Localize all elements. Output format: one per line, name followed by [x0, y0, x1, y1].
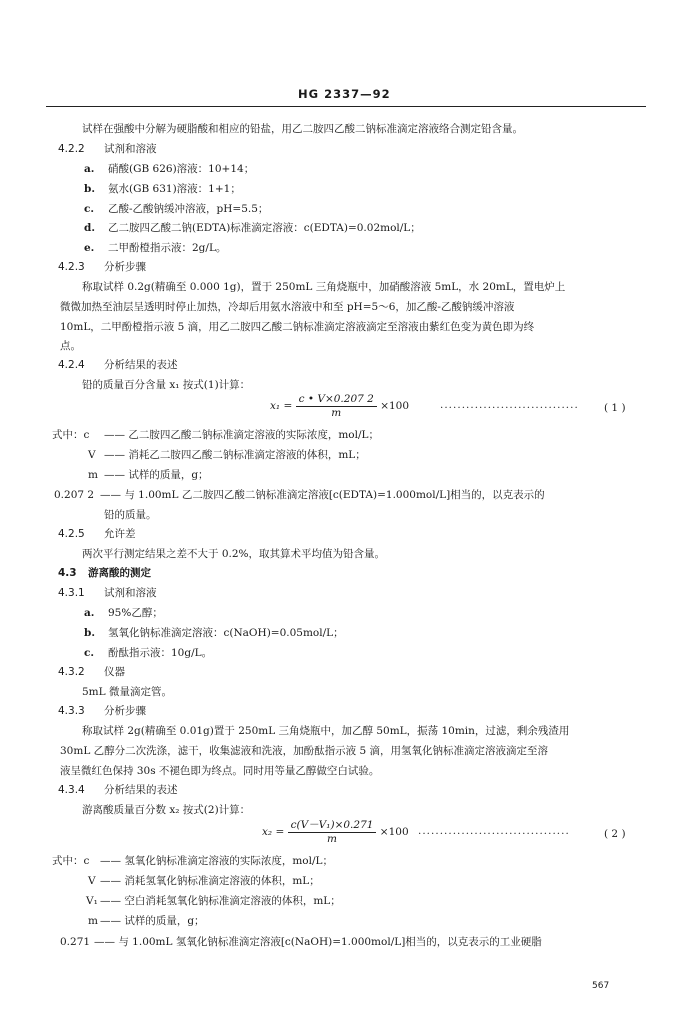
formula-lead: 游离酸质量百分数 x₂ 按式(2)计算： — [82, 804, 251, 816]
where-definition: —— 空白消耗氢氧化钠标准滴定溶液的体积，mL； — [100, 895, 341, 907]
paragraph-line: 点。 — [60, 340, 81, 352]
leader-dots: ··································· — [418, 828, 570, 840]
paragraph-line: 10mL，二甲酚橙指示液 5 滴，用乙二胺四乙酸二钠标准滴定溶液滴定至溶液由紫红色变为黄色即为终 — [60, 321, 535, 333]
where-symbol: V₁ — [86, 895, 98, 907]
standard-code: HG 2337—92 — [298, 87, 391, 101]
section-number: 4.2.5 — [58, 528, 85, 540]
equation-number: ( 2 ) — [604, 828, 626, 840]
list-item-label: c. — [84, 203, 95, 215]
formula-numerator: c(V－V₁)×0.271 — [288, 820, 377, 833]
list-item-label: a. — [84, 607, 95, 619]
paragraph-line: 5mL 微量滴定管。 — [82, 686, 172, 698]
formula-2 — [262, 820, 409, 844]
where-symbol: V — [88, 875, 96, 887]
where-symbol: 式中：c — [52, 429, 90, 441]
list-item: 乙二胺四乙酸二钠(EDTA)标准滴定溶液：c(EDTA)=0.02mol/L； — [108, 222, 421, 234]
where-definition-cont: 铅的质量。 — [104, 509, 157, 521]
paragraph-line: 称取试样 2g(精确至 0.01g)置于 250mL 三角烧瓶中，加乙醇 50mL，振荡 10min，过滤，剩余残渣用 — [82, 725, 570, 737]
section-title: 游离酸的测定 — [88, 567, 151, 579]
where-definition: —— 乙二胺四乙酸二钠标准滴定溶液的实际浓度，mol/L； — [104, 429, 379, 441]
formula-lhs: x₂ = — [262, 826, 285, 838]
section-number: 4.2.2 — [58, 143, 85, 155]
formula-fraction — [296, 394, 377, 418]
list-item: 95%乙醇； — [108, 607, 163, 619]
formula-rhs: ×100 — [380, 400, 410, 412]
equation-number: ( 1 ) — [604, 402, 626, 414]
formula-denominator: m — [331, 406, 342, 419]
where-definition: —— 试样的质量，g； — [100, 915, 205, 927]
formula-fraction — [288, 820, 377, 844]
section-title: 允许差 — [104, 528, 136, 540]
where-symbol: 0.207 2 — [54, 489, 95, 501]
section-number: 4.3.1 — [58, 587, 85, 599]
formula-lead: 铅的质量百分含量 x₁ 按式(1)计算： — [82, 379, 251, 391]
paragraph-line: 30mL 乙醇分二次洗涤，滤干，收集滤液和洗液，加酚酞指示液 5 滴，用氢氧化钠标准滴定溶液滴定至溶 — [60, 745, 548, 757]
section-number: 4.3.2 — [58, 666, 85, 678]
where-definition: —— 与 1.00mL 乙二胺四乙酸二钠标准滴定溶液[c(EDTA)=1.000mol/L]相当的，以克表示的 — [100, 489, 545, 501]
paragraph-line: 微微加热至油层呈透明时停止加热，冷却后用氨水溶液中和至 pH=5～6，加乙酸-乙酸钠缓冲溶液 — [60, 301, 515, 313]
header-rule — [46, 106, 646, 107]
list-item-label: e. — [84, 242, 95, 254]
list-item-label: b. — [84, 627, 95, 639]
where-definition: —— 试样的质量，g； — [104, 469, 209, 481]
section-number: 4.2.4 — [58, 359, 85, 371]
where-symbol: V — [88, 449, 96, 461]
where-symbol: m — [88, 915, 98, 927]
section-number: 4.2.3 — [58, 261, 85, 273]
formula-denominator: m — [327, 832, 338, 845]
list-item-label: a. — [84, 163, 95, 175]
list-item: 氢氧化钠标准滴定溶液：c(NaOH)=0.05mol/L； — [108, 627, 344, 639]
list-item: 二甲酚橙指示液：2g/L。 — [108, 242, 227, 254]
formula-numerator: c • V×0.207 2 — [296, 394, 377, 407]
paragraph-line: 液呈微红色保持 30s 不褪色即为终点。同时用等量乙醇做空白试验。 — [60, 765, 380, 777]
section-title: 分析结果的表述 — [104, 359, 178, 371]
where-definition: —— 消耗乙二胺四乙酸二钠标准滴定溶液的体积，mL； — [104, 449, 366, 461]
section-title: 试剂和溶液 — [104, 143, 157, 155]
list-item: 硝酸(GB 626)溶液：10+14； — [108, 163, 255, 175]
formula-rhs: ×100 — [379, 826, 409, 838]
formula-lhs: x₁ = — [270, 400, 293, 412]
section-number: 4.3.3 — [58, 705, 85, 717]
where-symbol: 0.271 — [60, 936, 91, 948]
where-definition: —— 氢氧化钠标准滴定溶液的实际浓度，mol/L； — [100, 855, 333, 867]
list-item: 氨水(GB 631)溶液：1+1； — [108, 183, 241, 195]
section-title: 仪器 — [104, 666, 125, 678]
list-item: 酚酞指示液：10g/L。 — [108, 647, 213, 659]
paragraph-line: 两次平行测定结果之差不大于 0.2%，取其算术平均值为铅含量。 — [82, 548, 386, 560]
paragraph-line: 称取试样 0.2g(精确至 0.000 1g)，置于 250mL 三角烧瓶中，加硝酸溶液 5mL，水 20mL，置电炉上 — [82, 281, 566, 293]
section-number: 4.3 — [58, 567, 77, 579]
list-item-label: c. — [84, 647, 95, 659]
section-title: 分析步骤 — [104, 705, 146, 717]
where-symbol: m — [88, 469, 98, 481]
section-title: 分析步骤 — [104, 261, 146, 273]
page-number: 567 — [592, 981, 610, 991]
leader-dots: ································ — [440, 402, 579, 414]
list-item-label: d. — [84, 222, 95, 234]
list-item-label: b. — [84, 183, 95, 195]
section-number: 4.3.4 — [58, 784, 85, 796]
formula-1 — [270, 394, 409, 418]
where-definition: —— 消耗氢氧化钠标准滴定溶液的体积，mL； — [100, 875, 320, 887]
list-item: 乙酸-乙酸钠缓冲溶液，pH=5.5； — [108, 203, 269, 215]
section-title: 分析结果的表述 — [104, 784, 178, 796]
where-symbol: 式中：c — [52, 855, 90, 867]
intro-text: 试样在强酸中分解为硬脂酸和相应的铅盐，用乙二胺四乙酸二钠标准滴定溶液络合测定铅含量。 — [82, 123, 523, 135]
where-definition: —— 与 1.00mL 氢氧化钠标准滴定溶液[c(NaOH)=1.000mol/L]相当的，以克表示的工业硬脂 — [94, 936, 542, 948]
section-title: 试剂和溶液 — [104, 587, 157, 599]
